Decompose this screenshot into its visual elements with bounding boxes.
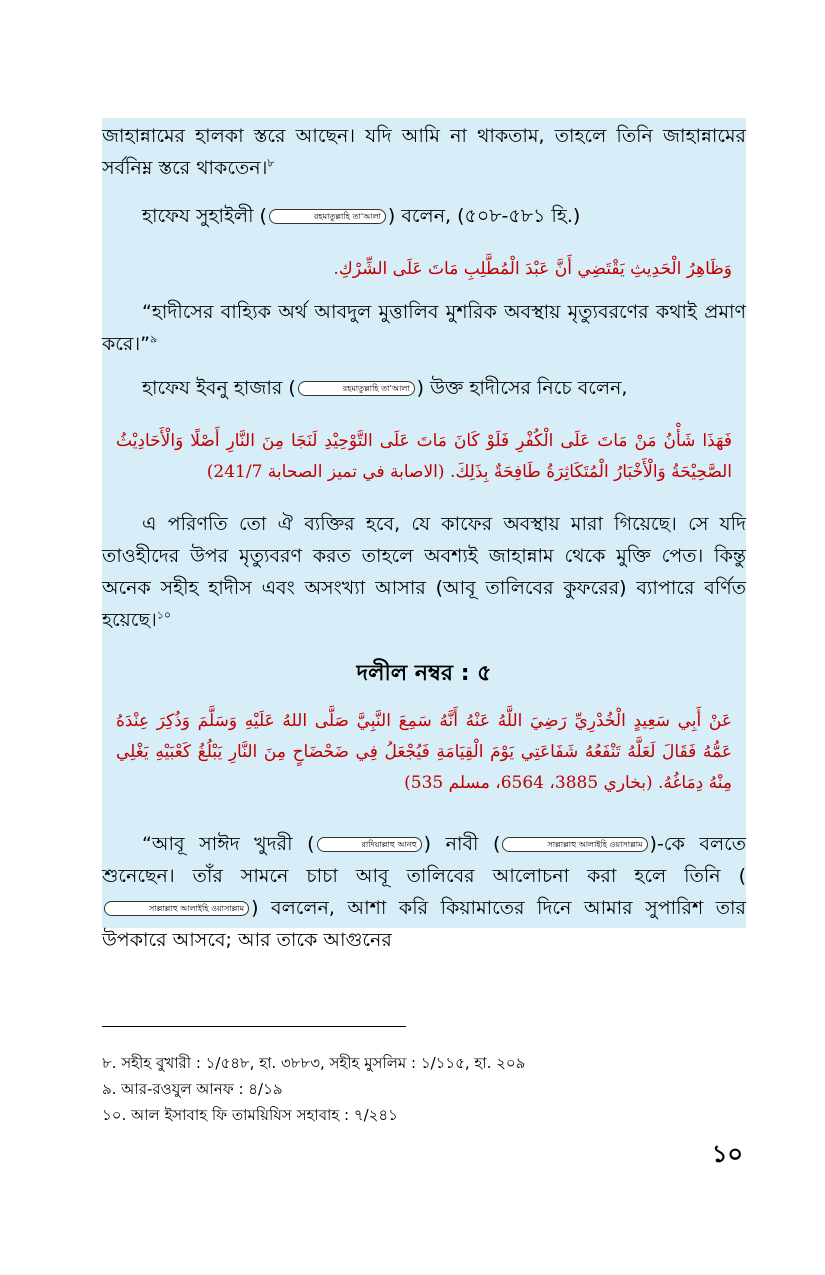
p4-after: ) উক্ত হাদীসের নিচে বলেন,: [416, 377, 628, 399]
paragraph-5: [102, 508, 746, 636]
p4-before: হাফেয ইবনু হাজার (: [142, 377, 296, 399]
section-heading: দলীল নম্বর : ৫: [356, 661, 492, 686]
paragraph-4: [102, 372, 746, 404]
salutation-icon: সাল্লাল্লাহু আলাইহি ওয়াসাল্লাম: [502, 837, 647, 852]
footnote-10: ১০. আল ইসাবাহ ফি তাময়িযিস সহাবাহ : ৭/২৪১: [102, 1106, 398, 1124]
arabic-quote-2: فَهَذَا شَأْنُ مَنْ مَاتَ عَلَى الْكُفْرِ فَلَوْ كَانَ مَاتَ عَلَى التَّوْحِيْدِ لَنَجَا مِنَ النَّارِ أَصْلًا وَالْأَحَادِيْثُ الصَّحِيْحَةُ وَالْأَخْبَارُ الْمُتَكَاثِرَةُ طَافِحَةٌ بِذَلِكَ. (الاصابة في تميز الصحابة 241/7): [116, 431, 732, 482]
honorific-icon: রাদিয়াল্লাহু আনহু: [317, 837, 422, 852]
paragraph-5-text: এ পরিণতি তো ঐ ব্যক্তির হবে, যে কাফের অবস্থায় মারা গিয়েছে। সে যদি তাওহীদের উপর মৃত্যুবরণ করত তাহলে অবশ্যই জাহান্নাম থেকে মুক্তি পেত। কিন্তু অনেক সহীহ হাদীস এবং অসংখ্যা আসার (আবূ তালিবের কুফরের) ব্যাপারে বর্ণিত হয়েছে।: [102, 513, 746, 631]
p2-before: হাফেয সুহাইলী (: [142, 205, 267, 227]
honorific-icon: রহমাতুল্লাহি তা‘আলা: [269, 209, 386, 224]
paragraph-1-text: জাহান্নামের হালকা স্তরে আছেন। যদি আমি না থাকতাম, তাহলে তিনি জাহান্নামের সর্বনিম্ন স্তরে থাকতেন।: [102, 125, 746, 179]
footnote-divider: [102, 1026, 406, 1027]
footnote-ref-8[interactable]: ৮: [267, 156, 275, 170]
paragraph-2: [102, 200, 746, 232]
paragraph-1: [102, 120, 746, 184]
footnote-ref-10[interactable]: ১০: [156, 608, 172, 622]
arabic-hadith: عَنْ أَبِي سَعِيدٍ الْخُدْرِيِّ رَضِيَ اللَّهُ عَنْهُ أَنَّهُ سَمِعَ النَّبِيَّ صَلَّى اللهُ عَلَيْهِ وَسَلَّمَ وَذُكِرَ عِنْدَهُ عَمُّهُ فَقَالَ لَعَلَّهُ تَنْفَعُهُ شَفَاعَتِي يَوْمَ الْقِيَامَةِ فَيُجْعَلُ فِي ضَحْضَاحٍ مِنَ النَّارِ يَبْلُغُ كَعْبَيْهِ يَغْلِي مِنْهُ دِمَاغُهُ. (بخاري 3885، 6564، مسلم 535): [116, 711, 732, 793]
footnote-ref-9[interactable]: ৯: [150, 332, 158, 346]
p6-b: ) নাবী (: [423, 833, 501, 855]
paragraph-6: [102, 828, 746, 956]
p2-after: ) বলেন, (৫০৮-৫৮১ হি.): [387, 205, 581, 227]
honorific-icon: রহমাতুল্লাহি তা‘আলা: [298, 381, 415, 396]
paragraph-3: [102, 296, 746, 360]
p6-c: )-কে বলতে শুনেছেন। তাঁর সামনে চাচা আবূ তালিবের আলোচনা করা হলে তিনি (: [102, 833, 746, 887]
paragraph-3-text: “হাদীসের বাহ্যিক অর্থ আবদুল মুত্তালিব মুশরিক অবস্থায় মৃত্যুবরণের কথাই প্রমাণ করে।”: [102, 301, 746, 355]
p6-d: ) বললেন, আশা করি কিয়ামাতের দিনে আমার সুপারিশ তার উপকারে আসবে; আর তাকে আগুনের: [102, 897, 746, 951]
footnote-8: ৮. সহীহ বুখারী : ১/৫৪৮, হা. ৩৮৮৩, সহীহ মুসলিম : ১/১১৫, হা. ২০৯: [102, 1054, 526, 1072]
footnote-9: ৯. আর-রওযুল আনফ : ৪/১৯: [102, 1080, 283, 1098]
salutation-icon: সাল্লাল্লাহু আলাইহি ওয়াসাল্লাম: [104, 901, 249, 916]
arabic-quote-1: وَظَاهِرُ الْحَدِيثِ يَقْتَضِي أَنَّ عَبْدَ الْمُطَّلِبِ مَاتَ عَلَى الشِّرْكِ.: [333, 259, 732, 279]
page-number: ১০: [711, 1140, 743, 1168]
p6-a: “আবূ সাঈদ খুদরী (: [142, 833, 315, 855]
